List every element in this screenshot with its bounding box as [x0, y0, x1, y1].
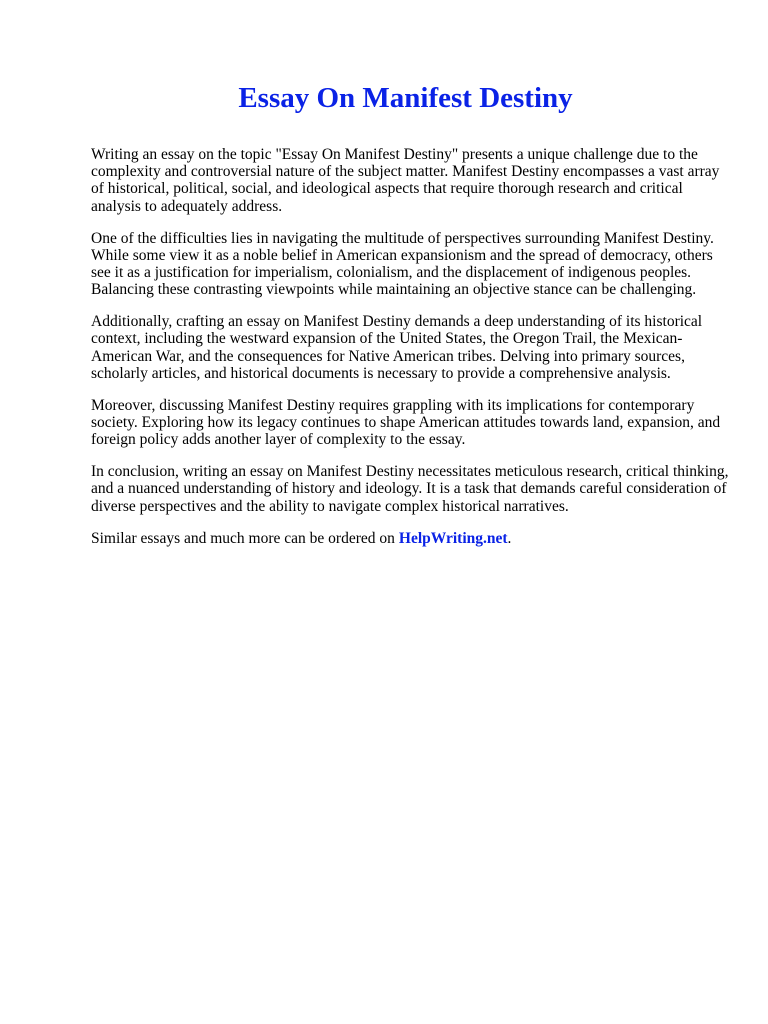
paragraph-perspectives: One of the difficulties lies in navigating the multitude of perspectives surrounding Manifest Destiny. While some view it as a noble belief in American expansionism and the spread of democracy, others see it as a justification for imperialism, colonialism, and the displacement of indigenous peoples. Balancing these contrasting viewpoints while maintaining an objective stance can be challenging. — [91, 229, 714, 299]
paragraph-intro: Writing an essay on the topic "Essay On Manifest Destiny" presents a unique challenge due to the complexity and controversial nature of the subject matter. Manifest Destiny encompasses a vast array of historical, political, social, and ideological aspects that require thorough research and critical analysis to adequately address. — [91, 146, 720, 215]
footer-text: Similar essays and much more can be ordered on — [91, 529, 395, 547]
footer-line — [91, 530, 731, 547]
paragraph-conclusion: In conclusion, writing an essay on Manifest Destiny necessitates meticulous research, critical thinking, and a nuanced understanding of history and ideology. It is a task that demands careful consideration of diverse perspectives and the ability to navigate complex historical narratives. — [91, 463, 729, 515]
helpwriting-link[interactable]: HelpWriting.net — [398, 529, 508, 547]
footer-period: . — [507, 529, 512, 547]
paragraph-historical-context: Additionally, crafting an essay on Manifest Destiny demands a deep understanding of its historical context, including the westward expansion of the United States, the Oregon Trail, the Mexican-American War, and the consequences for Native American tribes. Delving into primary sources, scholarly articles, and historical documents is necessary to provide a comprehensive analysis. — [91, 313, 703, 382]
essay-body — [91, 146, 731, 562]
page-title: Essay On Manifest Destiny — [238, 82, 573, 114]
paragraph-implications: Moreover, discussing Manifest Destiny requires grappling with its implications for contemporary society. Exploring how its legacy continues to shape American attitudes towards land, expansion, and foreign policy adds another layer of complexity to the essay. — [91, 396, 721, 449]
